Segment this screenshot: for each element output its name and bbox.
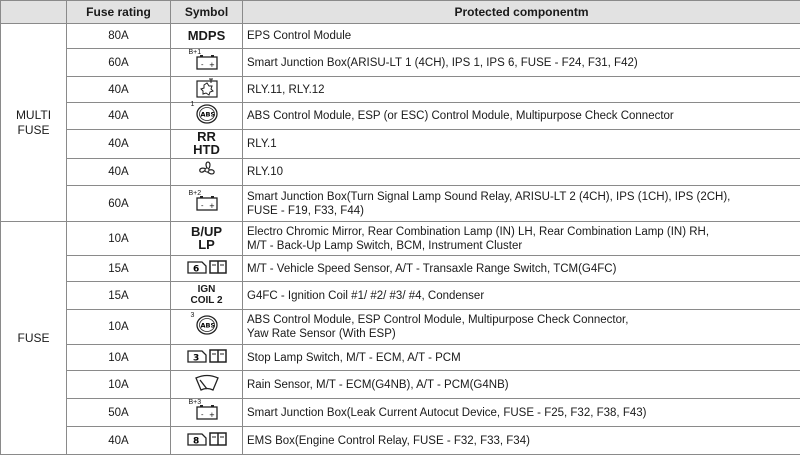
symbol-cell <box>171 24 243 49</box>
fuse-rating: 40A <box>67 77 171 103</box>
symbol-cell <box>171 371 243 399</box>
svg-text:+: + <box>208 60 215 69</box>
table-row <box>1 222 800 256</box>
fuse-rating: 10A <box>67 310 171 345</box>
fuse-rating: 40A <box>67 159 171 186</box>
header-category <box>1 1 67 24</box>
fuse-rating: 40A <box>67 103 171 130</box>
table-row <box>1 159 800 186</box>
module-manual-icon <box>185 348 229 368</box>
table-row <box>1 371 800 399</box>
protected-component <box>243 186 800 222</box>
symbol-cell <box>171 159 243 186</box>
fuse-rating: 60A <box>67 49 171 77</box>
category-label-line1: MULTI <box>15 107 52 122</box>
protected-component: Rain Sensor, M/T - ECM(G4NB), A/T - PCM(G4NB) <box>243 371 800 399</box>
fuse-rating: 60A <box>67 186 171 222</box>
module-manual-icon <box>185 431 229 451</box>
symbol-cell <box>171 256 243 282</box>
symbol-superscript: 3 <box>190 312 195 319</box>
symbol-text-line1: RR <box>197 129 216 144</box>
table-row <box>1 399 800 427</box>
fuse-rating: 80A <box>67 24 171 49</box>
symbol-text: MDPS <box>187 27 226 43</box>
symbol-number: 6 <box>192 264 199 274</box>
component-line: Yaw Rate Sensor (With ESP) <box>247 328 396 340</box>
battery-icon <box>188 189 219 215</box>
symbol-cell <box>171 77 243 103</box>
table-row <box>1 282 800 310</box>
table-row <box>1 77 800 103</box>
protected-component: Smart Junction Box(ARISU-LT 1 (4CH), IPS 1, IPS 6, FUSE - F24, F31, F42) <box>243 49 800 77</box>
header-symbol: Symbol <box>171 1 243 24</box>
protected-component <box>243 310 800 345</box>
symbol-cell <box>171 103 243 130</box>
wiper-icon <box>194 374 220 396</box>
svg-text:+: + <box>208 410 215 419</box>
svg-text:-: - <box>200 410 204 419</box>
battery-icon <box>188 48 219 74</box>
table-row <box>1 24 800 49</box>
fan-icon <box>195 159 219 185</box>
symbol-text-line1: IGN <box>197 284 216 295</box>
symbol-number: 3 <box>192 353 199 363</box>
symbol-superscript: 1 <box>190 101 195 108</box>
symbol-superscript: B+2 <box>188 189 202 197</box>
fuse-rating: 15A <box>67 256 171 282</box>
symbol-cell <box>171 345 243 371</box>
abs-icon <box>190 312 219 340</box>
fuse-rating: 10A <box>67 222 171 256</box>
fuse-rating: 15A <box>67 282 171 310</box>
module-manual-icon <box>185 259 229 279</box>
protected-component <box>243 222 800 256</box>
fuse-rating: 40A <box>67 130 171 159</box>
svg-text:ABS: ABS <box>200 321 215 330</box>
symbol-superscript: B+1 <box>188 48 202 56</box>
symbol-cell <box>171 49 243 77</box>
table-row <box>1 310 800 345</box>
battery-icon <box>188 398 219 424</box>
protected-component: G4FC - Ignition Coil #1/ #2/ #3/ #4, Condenser <box>243 282 800 310</box>
protected-component: Smart Junction Box(Leak Current Autocut Device, FUSE - F25, F32, F38, F43) <box>243 399 800 427</box>
fuse-rating: 10A <box>67 371 171 399</box>
svg-text:-: - <box>200 60 204 69</box>
protected-component: Stop Lamp Switch, M/T - ECM, A/T - PCM <box>243 345 800 371</box>
abs-icon <box>190 101 219 129</box>
protected-component: RLY.11, RLY.12 <box>243 77 800 103</box>
svg-text:+: + <box>208 201 215 210</box>
header-protected-component: Protected componentm <box>243 1 800 24</box>
symbol-cell <box>171 399 243 427</box>
table-row <box>1 256 800 282</box>
category-multi-fuse <box>1 24 67 222</box>
component-line: FUSE - F19, F33, F44) <box>247 204 364 217</box>
protected-component: RLY.1 <box>243 130 800 159</box>
component-line: Smart Junction Box(Turn Signal Lamp Sound Relay, ARISU-LT 2 (4CH), IPS (1CH), IPS (2CH), <box>247 190 731 203</box>
header-row <box>1 1 800 24</box>
table-row <box>1 103 800 130</box>
symbol-cell <box>171 282 243 310</box>
symbol-text-line2: HTD <box>193 142 220 157</box>
category-fuse: FUSE <box>1 222 67 455</box>
symbol-cell <box>171 427 243 455</box>
fuse-rating: 50A <box>67 399 171 427</box>
symbol-text-line1: B/UP <box>190 223 223 239</box>
symbol-number: 8 <box>192 436 199 446</box>
svg-text:-: - <box>200 201 204 210</box>
symbol-superscript: B+3 <box>188 398 202 406</box>
symbol-cell <box>171 310 243 345</box>
fuse-rating: 40A <box>67 427 171 455</box>
protected-component: EPS Control Module <box>243 24 800 49</box>
symbol-cell <box>171 186 243 222</box>
symbol-text <box>193 130 220 156</box>
component-line: M/T - Back-Up Lamp Switch, BCM, Instrument Cluster <box>247 239 523 252</box>
symbol-cell <box>171 130 243 159</box>
category-label-line2: FUSE <box>17 122 50 137</box>
component-line: Electro Chromic Mirror, Rear Combination Lamp (IN) LH, Rear Combination Lamp (IN) RH, <box>247 225 710 238</box>
symbol-text-line2: COIL 2 <box>190 295 223 306</box>
relay-icon <box>195 78 219 102</box>
protected-component: ABS Control Module, ESP (or ESC) Control Module, Multipurpose Check Connector <box>243 103 800 130</box>
table-row <box>1 49 800 77</box>
symbol-cell <box>171 222 243 256</box>
protected-component: RLY.10 <box>243 159 800 186</box>
component-line: ABS Control Module, ESP Control Module, Multipurpose Check Connector, <box>247 314 629 326</box>
table-row <box>1 130 800 159</box>
table-row <box>1 345 800 371</box>
symbol-text <box>191 225 222 251</box>
protected-component: EMS Box(Engine Control Relay, FUSE - F32, F33, F34) <box>243 427 800 455</box>
symbol-text <box>190 284 222 306</box>
header-fuse-rating: Fuse rating <box>67 1 171 24</box>
table-row <box>1 427 800 455</box>
fuse-rating: 10A <box>67 345 171 371</box>
table-row <box>1 186 800 222</box>
symbol-text-line2: LP <box>198 236 215 252</box>
protected-component: M/T - Vehicle Speed Sensor, A/T - Transaxle Range Switch, TCM(G4FC) <box>243 256 800 282</box>
svg-text:ABS: ABS <box>200 110 215 119</box>
